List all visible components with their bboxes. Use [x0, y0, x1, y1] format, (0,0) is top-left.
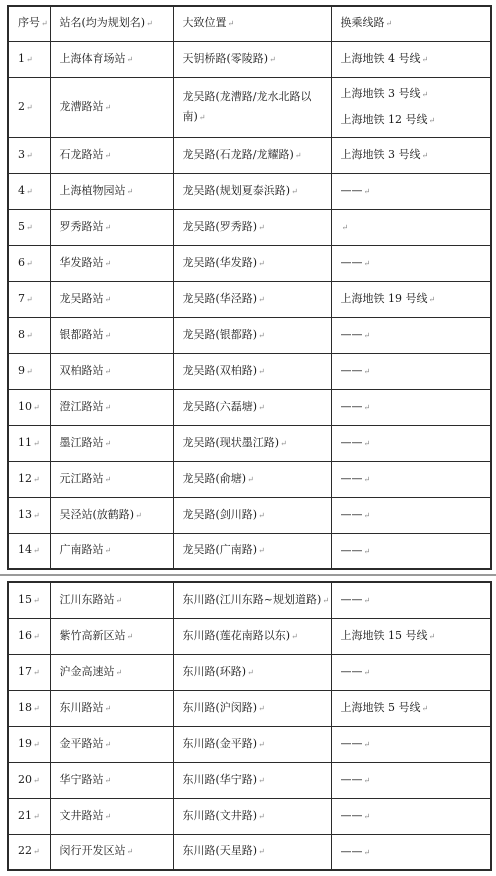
row-station-name: 东川路站↵: [50, 690, 173, 726]
row-no: 8↵: [8, 317, 50, 353]
row-transfer: ↵: [331, 209, 491, 245]
table-row: [8, 726, 491, 762]
table-row: [8, 353, 491, 389]
row-transfer: 上海地铁 3 号线↵ 上海地铁 12 号线↵: [331, 77, 491, 137]
table-row: [8, 209, 491, 245]
row-no: 4↵: [8, 173, 50, 209]
row-location: 龙吴路(现状墨江路)↵: [173, 425, 331, 461]
row-location: 东川路(天星路)↵: [173, 834, 331, 870]
row-location: 东川路(沪闵路)↵: [173, 690, 331, 726]
station-table-part-2: [7, 581, 492, 871]
row-location: 东川路(文井路)↵: [173, 798, 331, 834]
row-location: 东川路(金平路)↵: [173, 726, 331, 762]
row-no: 14↵: [8, 533, 50, 569]
row-transfer: ——↵: [331, 582, 491, 618]
row-location: 龙吴路(华发路)↵: [173, 245, 331, 281]
row-location: 龙吴路(龙漕路/龙水北路以南)↵: [173, 77, 331, 137]
row-no: 18↵: [8, 690, 50, 726]
table-row: [8, 41, 491, 77]
row-station-name: 龙漕路站↵: [50, 77, 173, 137]
row-no: 22↵: [8, 834, 50, 870]
row-location: 龙吴路(双柏路)↵: [173, 353, 331, 389]
row-location: 东川路(华宁路)↵: [173, 762, 331, 798]
row-station-name: 墨江路站↵: [50, 425, 173, 461]
row-transfer: 上海地铁 19 号线↵: [331, 281, 491, 317]
table-row: [8, 317, 491, 353]
table-row: [8, 582, 491, 618]
row-transfer: ——↵: [331, 497, 491, 533]
row-no: 16↵: [8, 618, 50, 654]
row-transfer: ——↵: [331, 762, 491, 798]
row-transfer: ——↵: [331, 834, 491, 870]
row-location: 龙吴路(银都路)↵: [173, 317, 331, 353]
row-no: 11↵: [8, 425, 50, 461]
row-transfer: 上海地铁 3 号线↵: [331, 137, 491, 173]
table-row: [8, 245, 491, 281]
row-station-name: 上海体育场站↵: [50, 41, 173, 77]
row-no: 19↵: [8, 726, 50, 762]
row-station-name: 华发路站↵: [50, 245, 173, 281]
row-transfer: ——↵: [331, 798, 491, 834]
table-row: [8, 497, 491, 533]
row-station-name: 闵行开发区站↵: [50, 834, 173, 870]
header-name: 站名(均为规划名)↵: [50, 6, 173, 41]
row-station-name: 石龙路站↵: [50, 137, 173, 173]
table-row: [8, 137, 491, 173]
row-location: 龙吴路(剑川路)↵: [173, 497, 331, 533]
table-row: [8, 77, 491, 137]
row-transfer: 上海地铁 4 号线↵: [331, 41, 491, 77]
station-table-body-1: [8, 6, 491, 569]
table-row: [8, 762, 491, 798]
row-station-name: 上海植物园站↵: [50, 173, 173, 209]
row-no: 12↵: [8, 461, 50, 497]
table-row: [8, 461, 491, 497]
row-transfer: ——↵: [331, 317, 491, 353]
row-transfer: ——↵: [331, 425, 491, 461]
row-location: 龙吴路(石龙路/龙耀路)↵: [173, 137, 331, 173]
station-table-part-1: [7, 5, 492, 570]
row-no: 6↵: [8, 245, 50, 281]
table-row: [8, 533, 491, 569]
row-location: 东川路(莲花南路以东)↵: [173, 618, 331, 654]
row-station-name: 澄江路站↵: [50, 389, 173, 425]
row-station-name: 广南路站↵: [50, 533, 173, 569]
table-row: [8, 389, 491, 425]
table-header-row: [8, 6, 491, 41]
row-station-name: 银都路站↵: [50, 317, 173, 353]
table-row: [8, 834, 491, 870]
row-station-name: 元江路站↵: [50, 461, 173, 497]
row-station-name: 沪金高速站↵: [50, 654, 173, 690]
row-location: 龙吴路(规划夏泰浜路)↵: [173, 173, 331, 209]
table-row: [8, 654, 491, 690]
row-no: 3↵: [8, 137, 50, 173]
row-no: 15↵: [8, 582, 50, 618]
header-no: 序号↵: [8, 6, 50, 41]
table-row: [8, 173, 491, 209]
page-break-divider: [0, 574, 496, 576]
row-transfer: ——↵: [331, 461, 491, 497]
row-location: 龙吴路(华泾路)↵: [173, 281, 331, 317]
row-transfer: 上海地铁 5 号线↵: [331, 690, 491, 726]
row-location: 龙吴路(俞塘)↵: [173, 461, 331, 497]
row-location: 龙吴路(广南路)↵: [173, 533, 331, 569]
row-location: 天钥桥路(零陵路)↵: [173, 41, 331, 77]
table-row: [8, 281, 491, 317]
row-no: 5↵: [8, 209, 50, 245]
row-transfer: ——↵: [331, 173, 491, 209]
row-station-name: 双柏路站↵: [50, 353, 173, 389]
row-no: 10↵: [8, 389, 50, 425]
table-row: [8, 618, 491, 654]
row-transfer: ——↵: [331, 353, 491, 389]
row-station-name: 龙吴路站↵: [50, 281, 173, 317]
row-no: 2↵: [8, 77, 50, 137]
table-row: [8, 798, 491, 834]
row-transfer: ——↵: [331, 654, 491, 690]
row-location: 龙吴路(罗秀路)↵: [173, 209, 331, 245]
row-no: 9↵: [8, 353, 50, 389]
row-no: 20↵: [8, 762, 50, 798]
row-station-name: 罗秀路站↵: [50, 209, 173, 245]
row-station-name: 紫竹高新区站↵: [50, 618, 173, 654]
row-transfer: ——↵: [331, 389, 491, 425]
table-row: [8, 690, 491, 726]
station-table-body-2: [8, 582, 491, 870]
row-no: 1↵: [8, 41, 50, 77]
row-station-name: 吴泾站(放鹤路)↵: [50, 497, 173, 533]
row-no: 21↵: [8, 798, 50, 834]
row-transfer: ——↵: [331, 533, 491, 569]
header-location: 大致位置↵: [173, 6, 331, 41]
row-location: 龙吴路(六磊塘)↵: [173, 389, 331, 425]
table-row: [8, 425, 491, 461]
row-station-name: 江川东路站↵: [50, 582, 173, 618]
row-no: 13↵: [8, 497, 50, 533]
row-no: 7↵: [8, 281, 50, 317]
row-station-name: 文井路站↵: [50, 798, 173, 834]
header-transfer: 换乘线路↵: [331, 6, 491, 41]
row-station-name: 华宁路站↵: [50, 762, 173, 798]
row-no: 17↵: [8, 654, 50, 690]
row-transfer: 上海地铁 15 号线↵: [331, 618, 491, 654]
row-location: 东川路(环路)↵: [173, 654, 331, 690]
row-transfer: ——↵: [331, 726, 491, 762]
row-location: 东川路(江川东路~规划道路)↵: [173, 582, 331, 618]
row-transfer: ——↵: [331, 245, 491, 281]
row-station-name: 金平路站↵: [50, 726, 173, 762]
